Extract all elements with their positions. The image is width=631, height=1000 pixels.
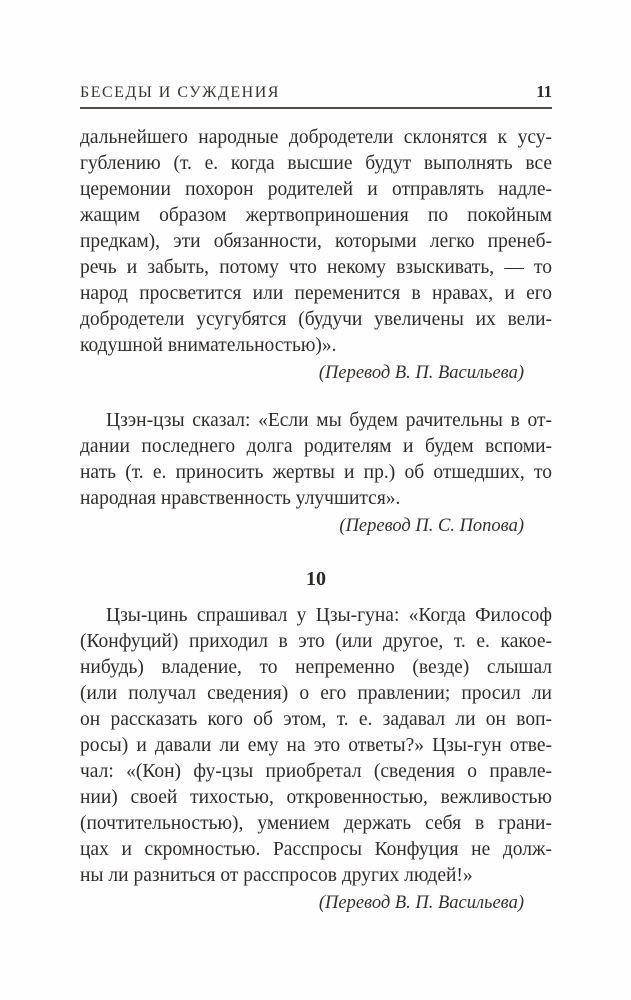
- text-block: [80, 82, 552, 916]
- text-line: народная нравственность улучшится».: [80, 488, 401, 509]
- text-line: (Конфуций) приходил в это (или другое, т. е. какое-: [80, 631, 552, 652]
- text-line: нать (т. е. приносить жертвы и пр.) об отшедших, то: [80, 462, 552, 483]
- text-line: жащим образом жертвоприношения по покойным: [80, 205, 552, 226]
- text-line: дании последнего долга родителям и будем вспоми-: [80, 436, 552, 457]
- text-line: речь и забыть, потому что некому взыскивать, — то: [80, 257, 552, 278]
- text-line: кодушной внимательностью)».: [80, 335, 337, 356]
- text-line: церемонии похорон родителей и отправлять надле-: [80, 179, 552, 200]
- translation-credit: (Перевод П. С. Попова): [339, 516, 524, 536]
- text-line: (или получал сведения) о его правлении; просил ли: [80, 683, 552, 704]
- text-line: (почтительностью), умением держать себя в грани-: [80, 813, 552, 834]
- text-line: предкам), эти обязанности, которыми легко пренеб-: [80, 231, 552, 252]
- running-header: [80, 82, 552, 103]
- header-rule: [80, 107, 552, 109]
- text-line: цах и скромностью. Расспросы Конфуция не долж-: [80, 839, 552, 860]
- page-body: [80, 125, 552, 916]
- section-number-heading: 10: [306, 568, 326, 590]
- running-header-title: БЕСЕДЫ И СУЖДЕНИЯ: [80, 84, 280, 101]
- page-number: 11: [536, 82, 552, 101]
- paragraph: [80, 125, 552, 359]
- paragraph: [80, 603, 552, 889]
- text-line: гублению (т. е. когда высшие будут выполнять все: [80, 153, 552, 174]
- translation-credit: (Перевод В. П. Васильева): [318, 363, 524, 383]
- paragraph: [80, 408, 552, 512]
- translation-credit: (Перевод В. П. Васильева): [318, 893, 524, 913]
- text-line: нии) своей тихостью, откровенностью, вежливостью: [80, 787, 552, 808]
- text-line: Цзэн-цзы сказал: «Если мы будем рачительны в от-: [106, 410, 552, 431]
- text-line: росы) и давали ли ему на это ответы?» Цзы-гун отве-: [80, 735, 552, 756]
- text-line: он рассказать кого об этом, т. е. задавал ли он воп-: [80, 709, 552, 730]
- text-line: дальнейшего народные добродетели склонятся к усу-: [80, 127, 552, 148]
- text-line: добродетели усугубятся (будучи увеличены их вели-: [80, 309, 552, 330]
- text-line: чал: «(Кон) фу-цзы приобретал (сведения о правле-: [80, 761, 552, 782]
- text-line: нибудь) владение, то непременно (везде) слышал: [80, 657, 552, 678]
- text-line: ны ли разниться от расспросов других людей!»: [80, 865, 473, 886]
- text-line: народ просветится или переменится в нравах, и его: [80, 283, 552, 304]
- text-line: Цзы-цинь спрашивал у Цзы-гуна: «Когда Философ: [106, 605, 552, 626]
